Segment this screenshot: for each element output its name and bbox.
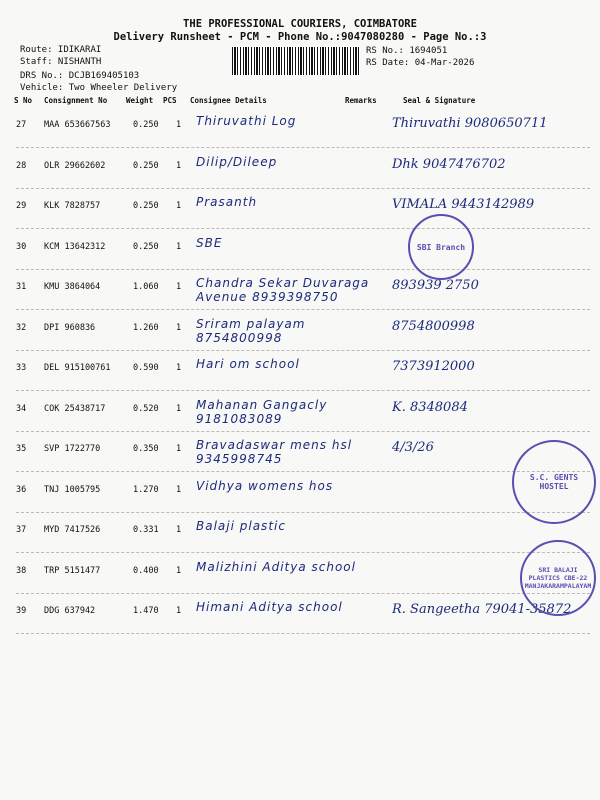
cell-weight: 0.350 [133,444,159,454]
signature: 7373912000 [392,359,475,374]
cell-weight: 0.250 [133,160,159,171]
consignee-handwriting: SBE [196,235,223,250]
table-row [0,594,600,634]
cell-sno: 36 [16,484,27,495]
cell-pcs: 1 [176,282,182,292]
table-row [0,311,600,351]
consignee-handwriting: Sriram palayam 8754800998 [196,316,306,345]
cell-consignment: TNJ 1005795 [44,484,101,495]
barcode [232,47,360,75]
cell-consignment: DPI 960836 [44,322,96,333]
cell-weight: 0.400 [133,565,159,576]
cell-consignment: DDG 637942 [44,606,96,616]
gents-hostel-seal: S.C. GENTS HOSTEL [512,440,596,524]
consignee-handwriting: Malizhini Aditya school [196,559,356,574]
cell-pcs: 1 [176,201,182,211]
col-sno: S No [14,96,33,105]
signature: R. Sangeetha 79041-35872 [392,602,572,617]
col-remarks: Remarks [345,96,377,105]
consignee-handwriting: Himani Aditya school [196,600,343,614]
cell-weight: 0.520 [133,403,159,414]
col-seal: Seal & Signature [403,96,476,105]
cell-consignment: MAA 653667563 [44,120,111,130]
cell-pcs: 1 [176,606,182,616]
col-pcs: PCS [163,96,177,105]
table-row [0,473,600,513]
cell-pcs: 1 [176,363,182,373]
cell-weight: 0.250 [133,120,159,130]
table-row [0,432,600,472]
signature: Dhk 9047476702 [392,156,506,172]
drs-label: DRS No.: DCJB169405103 [20,71,140,81]
cell-consignment: OLR 29662602 [44,160,106,171]
cell-sno: 31 [16,282,27,292]
cell-consignment: COK 25438717 [44,403,106,414]
cell-sno: 32 [16,322,27,333]
cell-sno: 38 [16,565,27,576]
table-row [0,270,600,310]
cell-pcs: 1 [176,484,182,495]
cell-weight: 1.270 [133,484,159,495]
route-label: Route: IDIKARAI [20,45,102,55]
consignee-handwriting: Mahanan Gangacly 9181083089 [196,397,328,426]
cell-consignment: KCM 13642312 [44,241,106,252]
cell-pcs: 1 [176,241,182,252]
post-seal: SBI Branch [408,214,474,280]
cell-pcs: 1 [176,322,182,333]
rs-number: RS No.: 1694051 [366,46,448,56]
table-row [0,189,600,229]
cell-consignment: KLK 7828757 [44,201,101,211]
cell-sno: 27 [16,120,27,130]
cell-pcs: 1 [176,160,182,171]
cell-consignment: TRP 5151477 [44,565,101,576]
vehicle-label: Vehicle: Two Wheeler Delivery [20,83,178,93]
cell-pcs: 1 [176,565,182,576]
table-row [0,554,600,594]
company-title: THE PROFESSIONAL COURIERS, COIMBATORE [183,18,417,30]
cell-consignment: SVP 1722770 [44,444,101,454]
cell-sno: 30 [16,241,27,252]
cell-weight: 0.331 [133,525,159,535]
cell-weight: 1.060 [133,282,159,292]
table-row [0,230,600,270]
cell-consignment: MYD 7417526 [44,525,101,535]
table-row [0,392,600,432]
runsheet-subtitle: Delivery Runsheet - PCM - Phone No.:9047080280 - Page No.:3 [113,31,487,43]
cell-weight: 0.250 [133,201,159,211]
table-row [0,513,600,553]
signature: 8754800998 [392,318,475,334]
col-consignment: Consignment No [44,96,108,105]
balaji-plastics-seal: SRI BALAJI PLASTICS CBE-22 MANJAKARAMPALAYAM [520,540,596,616]
cell-pcs: 1 [176,120,182,130]
cell-weight: 0.250 [133,241,159,252]
cell-sno: 33 [16,363,27,373]
col-consignee: Consignee Details [190,96,267,105]
cell-consignment: DEL 915100761 [44,363,111,373]
cell-sno: 35 [16,444,27,454]
consignee-handwriting: Hari om school [196,357,300,371]
consignee-handwriting: Dilip/Dileep [196,154,278,169]
row-divider [16,633,590,634]
signature: K. 8348084 [392,399,468,415]
table-row [0,149,600,189]
cell-sno: 28 [16,160,27,171]
consignee-handwriting: Vidhya womens hos [196,478,334,493]
cell-sno: 29 [16,201,27,211]
consignee-handwriting: Thiruvathi Log [196,114,297,128]
cell-consignment: KMU 3864064 [44,282,101,292]
rs-date: RS Date: 04-Mar-2026 [366,58,475,68]
staff-label: Staff: NISHANTH [20,57,102,67]
consignee-handwriting: Prasanth [196,195,258,209]
cell-weight: 1.470 [133,606,159,616]
consignee-handwriting: Chandra Sekar Duvaraga Avenue 8939398750 [196,276,370,304]
cell-sno: 34 [16,403,27,414]
signature: 4/3/26 [392,440,434,455]
signature: VIMALA 9443142989 [392,197,535,212]
consignee-handwriting: Bravadaswar mens hsl 9345998745 [196,438,353,466]
table-row [0,108,600,148]
cell-pcs: 1 [176,444,182,454]
cell-sno: 39 [16,606,27,616]
signature: Thiruvathi 9080650711 [392,116,548,131]
cell-pcs: 1 [176,403,182,414]
col-weight: Weight [126,96,154,105]
signature: 893939 2750 [392,278,479,293]
cell-weight: 0.590 [133,363,159,373]
cell-pcs: 1 [176,525,182,535]
table-row [0,351,600,391]
consignee-handwriting: Balaji plastic [196,519,286,533]
cell-weight: 1.260 [133,322,159,333]
cell-sno: 37 [16,525,27,535]
